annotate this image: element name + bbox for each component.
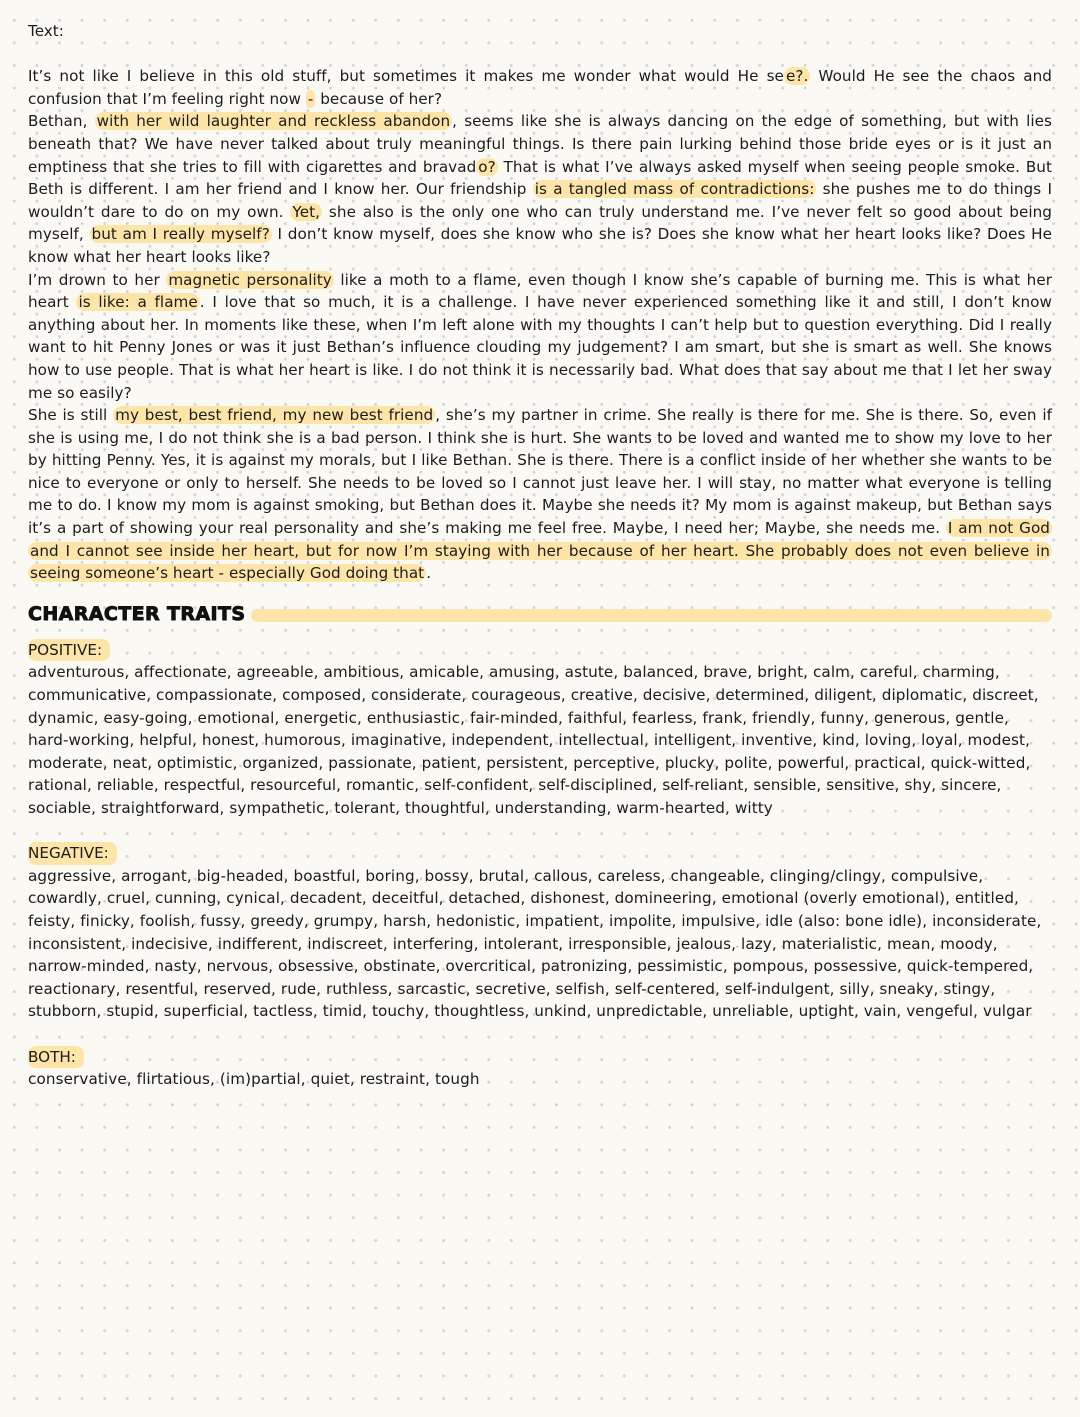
text-segment: Would He see the chaos and confusion that I’m feeling right now bbox=[28, 67, 1052, 108]
highlighted-text: Yet, bbox=[292, 202, 321, 221]
essay-text bbox=[28, 65, 1052, 585]
section-heading bbox=[28, 599, 1052, 629]
text-segment: . bbox=[426, 564, 432, 583]
text-segment: She is still bbox=[28, 406, 114, 425]
negative-traits bbox=[28, 842, 1052, 1023]
text-segment: because of her? bbox=[315, 89, 443, 108]
paragraph bbox=[28, 269, 1052, 405]
text-segment: That is what I’ve always asked myself when seeing people smoke. But Beth is different. I am her friend and I know her. Our friendship bbox=[28, 157, 1052, 199]
negative-list: aggressive, arrogant, big-headed, boastful, boring, bossy, brutal, callous, careless, changeable, clinging/clingy, compulsive, cowardly, cruel, cunning, cynical, decadent, deceitful, detached, dishonest, domineering, emotional (overly emotional), entitled, feisty, finicky, foolish, fussy, greedy, grumpy, harsh, hedonistic, impatient, impolite, impulsive, idle (also: bone idle), inconsiderate, inconsistent, indecisive, indifferent, indiscreet, interfering, intolerant, irresponsible, jealous, lazy, materialistic, mean, moody, narrow-minded, nasty, nervous, obsessive, obstinate, overcritical, patronizing, pessimistic, pompous, possessive, quick-tempered, reactionary, resentful, reserved, rude, ruthless, sarcastic, secretive, selfish, self-centered, self-indulgent, silly, sneaky, stingy, stubborn, stupid, superficial, tactless, timid, touchy, thoughtless, unkind, unpredictable, unreliable, uptight, vain, vengeful, vulgar bbox=[28, 866, 1042, 1021]
paragraph bbox=[28, 110, 1052, 268]
text-segment: . I love that so much, it is a challenge. I have never experienced something like it and still, I don’t know anything about her. In moments like these, when I’m left alone with my thoughts I can’t help but to question everything. Did I really want to hit Penny Jones or was it just Bethan’s influence clouding my judgement? I am smart, but she is smart as well. She knows how to use people. That is what her heart is like. I do not think it is necessarily bad. What does that say about me that I let her sway me so easily? bbox=[28, 293, 1052, 402]
heading-highlight-bar bbox=[251, 609, 1052, 622]
heading-title: CHARACTER TRAITS bbox=[28, 602, 246, 625]
text-segment: I’m drown to her bbox=[28, 270, 167, 289]
highlighted-text: e?. bbox=[785, 67, 809, 86]
highlighted-text: I am not God and I cannot see inside her heart, but for now I’m staying with her because of her heart. She probably does not even believe in seeing someone’s heart - especially God doing that bbox=[30, 519, 1050, 583]
text-segment: like a moth to a flame, even though I know she’s capable of burning me. This is what her heart bbox=[28, 270, 1053, 312]
highlighted-text: my best, best friend, my new best friend bbox=[115, 406, 434, 425]
text-segment: I don’t know myself, does she know who she is? Does she know what her heart looks like? Does He know what her heart looks like? bbox=[28, 225, 1052, 266]
highlighted-text: magnetic personality bbox=[168, 270, 332, 289]
paragraph bbox=[28, 65, 1052, 110]
paragraph bbox=[28, 404, 1052, 585]
highlighted-text: - bbox=[307, 89, 314, 108]
highlighted-text: o? bbox=[478, 157, 496, 176]
both-list: conservative, flirtatious, (im)partial, quiet, restraint, tough bbox=[28, 1070, 480, 1089]
text-segment: she also is the only one who can truly understand me. I’ve never felt so good about being myself, bbox=[28, 202, 1052, 244]
positive-title: POSITIVE: bbox=[28, 639, 110, 662]
intro-label: Text: bbox=[28, 22, 64, 40]
positive-list: adventurous, affectionate, agreeable, ambitious, amicable, amusing, astute, balanced, brave, bright, calm, careful, charming, communicative, compassionate, composed, considerate, courageous, creative, decisive, determined, diligent, diplomatic, discreet, dynamic, easy-going, emotional, energetic, enthusiastic, fair-minded, faithful, fearless, frank, friendly, funny, generous, gentle, hard-working, helpful, honest, humorous, imaginative, independent, intellectual, intelligent, inventive, kind, loving, loyal, modest, moderate, neat, optimistic, organized, passionate, patient, persistent, perceptive, plucky, polite, powerful, practical, quick-witted, rational, reliable, respectful, resourceful, romantic, self-confident, self-disciplined, self-reliant, sensible, sensitive, shy, sincere, sociable, straightforward, sympathetic, tolerant, thoughtful, understanding, warm-hearted, witty bbox=[28, 663, 1039, 817]
both-title: BOTH: bbox=[28, 1046, 84, 1069]
text-segment: , seems like she is always dancing on the edge of something, but with lies beneath that? We have never talked about truly meaningful things. Is there pain lurking behind those bride eyes or is it just an emptiness that she tries to fill with cigarettes and bravad bbox=[28, 112, 1052, 176]
positive-traits bbox=[28, 639, 1052, 820]
text-segment: Bethan, bbox=[28, 112, 95, 131]
text-segment: she pushes me to do things I wouldn’t dare to do on my own. bbox=[28, 180, 1052, 221]
document-page bbox=[28, 20, 1052, 1091]
both-traits bbox=[28, 1046, 1052, 1091]
highlighted-text: is a tangled mass of contradictions: bbox=[534, 180, 815, 199]
highlighted-text: but am I really myself? bbox=[91, 225, 270, 244]
highlighted-text: is like: a flame bbox=[78, 293, 198, 312]
text-segment: It’s not like I believe in this old stuff, but sometimes it makes me wonder what would He se bbox=[28, 67, 784, 86]
highlighted-text: with her wild laughter and reckless abandon bbox=[96, 112, 451, 131]
negative-title: NEGATIVE: bbox=[28, 842, 117, 865]
text-segment: , she’s my partner in crime. She really is there for me. She is there. So, even if she is using me, I do not think she is a bad person. I think she is hurt. She wants to be loved and wanted me to show my love to her by hitting Penny. Yes, it is against my morals, but I like Bethan. She is there. There is a conflict inside of her whether she wants to be nice to everyone or only to herself. She needs to be loved so I cannot just leave her. I will stay, no matter what everyone is telling me to do. I know my mom is against smoking, but Bethan does it. Maybe she needs it? My mom is against makeup, but Bethan says it’s a part of showing your real personality and she’s making me feel free. Maybe, I need her; Maybe, she needs me. bbox=[28, 406, 1052, 538]
